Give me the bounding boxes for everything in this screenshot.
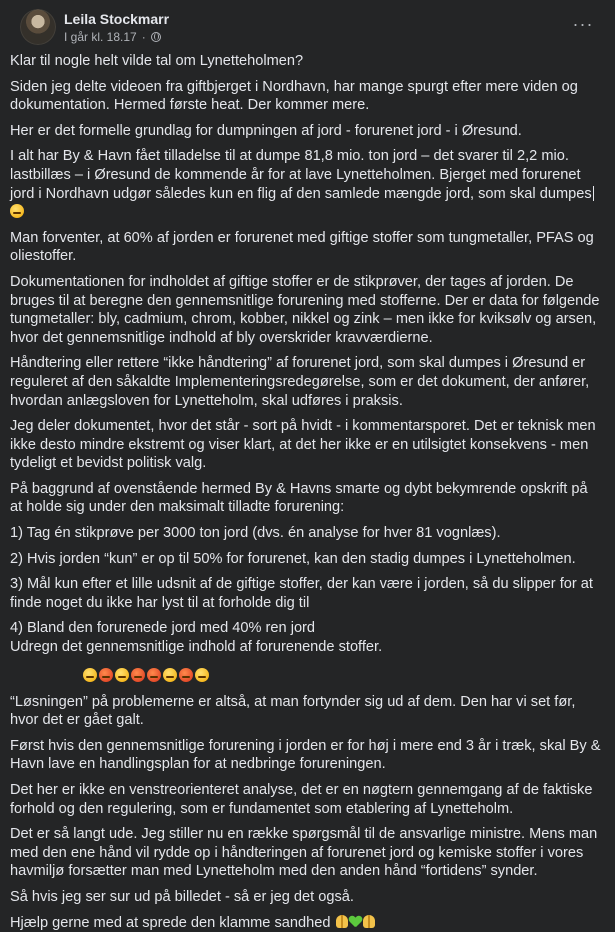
meta-separator: · [141,30,146,44]
green-heart-icon [349,916,362,928]
author-name[interactable]: Leila Stockmarr [64,11,170,27]
folded-hands-icon [335,914,349,929]
post-body [10,52,605,932]
angry-red-face-icon [131,668,145,682]
list-item: 3) Mål kun efter et lille udsnit af de giftige stoffer, der kan være i jorden, så du slipper for at finde noget du ikke har lyst til at forholde dig til [10,576,593,611]
globe-icon[interactable] [151,32,161,42]
list-item: 4) Bland den forurenede jord med 40% ren jord [10,620,316,637]
angry-face-icon [163,668,177,682]
list-item: 1) Tag én stikprøve per 3000 ton jord (dvs. én analyse for hver 81 vognlæs). [10,525,501,542]
post-paragraph: Det er så langt ude. Jeg stiller nu en række spørgsmål til de ansvarlige ministre. Mens man med den ene hånd vil rydde op i håndteringen af forurenet jord og kemiske stoffer i vores havmiljø forsætter man med Lynetteholm med den anden hånd “fortidens” synder. [10,826,598,880]
post-paragraph: Man forventer, at 60% af jorden er forurenet med giftige stoffer som tungmetaller, PFAS og oliestoffer. [10,229,594,265]
paragraph-text: Hjælp gerne med at sprede den klamme sandhed [10,914,331,931]
more-options-icon[interactable]: ··· [572,13,594,34]
post-meta [64,30,161,44]
post-paragraph [10,914,602,932]
angry-face-icon [83,668,97,682]
emoji-row [10,667,602,685]
post-paragraph: Her er det formelle grundlag for dumpningen af jord - forurenet jord - i Øresund. [10,122,522,139]
angry-red-face-icon [99,668,113,682]
post-paragraph: “Løsningen” på problemerne er altså, at man fortynder sig ud af dem. Den har vi set før, hvor det er gået galt. [10,693,576,729]
post-paragraph: Håndtering eller rettere “ikke håndtering” af forurenet jord, som skal dumpes i Øresund er reguleret af den såkaldte Implementeringsredegørelse, som er det dokument, der anfører, hvordan anlægsloven for Lynetteholm, skal udføres i praksis. [10,355,590,409]
post-paragraph: Udregn det gennemsnitlige indhold af forurenende stoffer. [10,639,383,656]
post-timestamp[interactable]: I går kl. 18.17 [64,30,137,44]
angry-red-face-icon [147,668,161,682]
folded-hands-icon [362,914,376,929]
post-paragraph: Dokumentationen for indholdet af giftige stoffer er de stikprøver, der tages af jorden. De bruges til at beregne den gennemsnitlige forurening med stofferne. Der er data for følgende tungmetaller: bly, cadmium, chrom, kobber, nikkel og zink – men ikke for kviksølv og arsen, hvor det gennemsnitlige indhold af bly overskrider kravværdierne. [10,273,600,346]
post-paragraph [10,147,602,221]
angry-face-icon [115,668,129,682]
post-paragraph: På baggrund af ovenstående hermed By & Havns smarte og dybt bekymrende opskrift på at holde sig under den maksimalt tilladte forurening: [10,480,588,516]
text-cursor [593,186,594,201]
author-avatar[interactable] [20,9,56,45]
paragraph-text: I alt har By & Havn fået tilladelse til at dumpe 81,8 mio. ton jord – det svarer til 2,2 mio. lastbillæs – i Øresund de kommende år for at lave Lynetteholmen. Bjerget med forurenet jord i Nordhavn udgør således kun en flig af den samlede mængde jord, som skal dumpes [10,148,592,202]
post-paragraph: Klar til nogle helt vilde tal om Lynetteholmen? [10,53,304,69]
flushed-face-icon [10,204,24,218]
post-paragraph: Siden jeg delte videoen fra giftbjerget i Nordhavn, har mange spurgt efter mere viden og dokumentation. Hermed første heat. Der kommer mere. [10,78,578,114]
angry-face-icon [195,668,209,682]
post-paragraph: Først hvis den gennemsnitlige forurening i jorden er for høj i mere end 3 år i træk, skal By & Havn lave en handlingsplan for at nedbringe forureningen. [10,737,601,773]
post-paragraph: Jeg deler dokumentet, hvor det står - sort på hvidt - i kommentarsporet. Det er teknisk men ikke desto mindre ekstremt og viser klart, at det her ikke er en utilsigtet konsekvens - men tydeligt et bevidst politisk valg. [10,418,596,472]
post-paragraph: Det her er ikke en venstreorienteret analyse, det er en nøgtern gennemgang af de faktiske forhold og den regulering, som er fundamentet som etablering af Lynetteholm. [10,782,593,817]
angry-red-face-icon [179,668,193,682]
post-paragraph: Så hvis jeg ser sur ud på billedet - så er jeg det også. [10,888,354,905]
post-header [10,0,605,52]
list-item: 2) Hvis jorden “kun” er op til 50% for forurenet, kan den stadig dumpes i Lynetteholmen. [10,550,576,567]
